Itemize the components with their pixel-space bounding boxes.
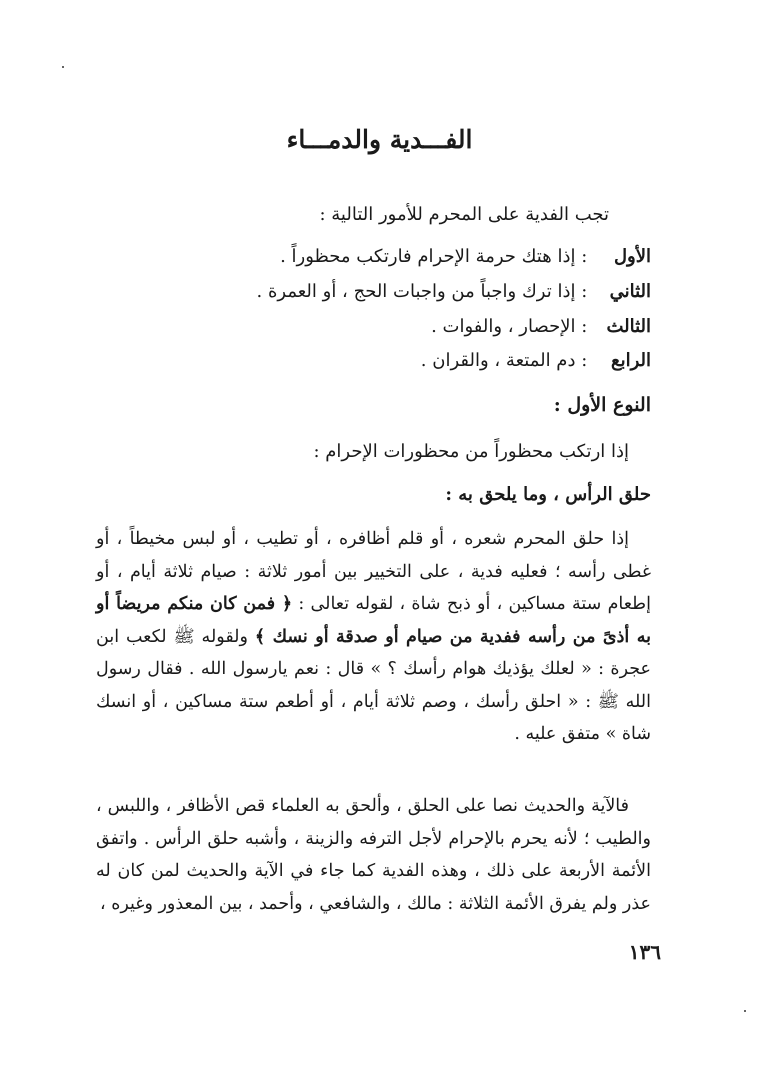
list-item-first [280,248,651,266]
page-number: ١٣٦ [628,940,661,964]
list-item-third [431,318,651,336]
intro-line: تجب الفدية على المحرم للأمور التالية : [319,204,609,225]
list-item-label: الثاني [609,281,651,302]
list-item-fourth [421,352,651,370]
list-item-label: الثالث [606,316,651,337]
paragraph-two [96,790,651,920]
list-item-text: : إذا هتك حرمة الإحرام فارتكب محظوراً . [280,246,588,267]
section-heading: النوع الأول : [553,394,651,416]
section-intro: إذا ارتكب محظوراً من محظورات الإحرام : [313,441,629,462]
paragraph-one [96,523,651,751]
list-item-label: الرابع [610,350,651,371]
list-item-text: : دم المتعة ، والقران . [420,350,588,371]
list-item-text: : إذا ترك واجباً من واجبات الحج ، أو العمرة . [256,281,588,302]
list-item-label: الأول [613,246,651,267]
list-item-second [257,283,651,301]
scan-speck [62,66,64,68]
paragraph-one-text: إذا حلق المحرم شعره ، أو قلم أظافره ، أو تطيب ، أو لبس مخيطاً ، أو غطى رأسه ؛ فعليه فدية ، على التخيير بين أمور ثلاثة : صيام ثلاثة أيام ، أو إطعام ستة مساكين ، أو ذبح شاة ، لقوله تعالى : [96,529,651,614]
list-item-text: : الإحصار ، والفوات . [431,316,588,337]
paragraph-two-text: فالآية والحديث نصا على الحلق ، وألحق به العلماء قص الأظافر ، واللبس ، والطيب ؛ لأنه يحرم بالإحرام لأجل الترفه والزينة ، وأشبه حلق الرأس . واتفق الأئمة الأربعة على ذلك ، وهذه الفدية كما جاء في الآية والحديث لمن كان له عذر ولم يفرق الأئمة الثلاثة : مالك ، والشافعي ، وأحمد ، بين المعذور وغيره ، [96,796,651,914]
page-title: الفـــدية والدمـــاء [286,125,473,154]
quran-verse: ﴿ فمن كان منكم مريضاً أو به أذىً من رأسه ففدية من صيام أو صدقة أو نسك ﴾ [96,594,651,647]
subheading: حلق الرأس ، وما يلحق به : [445,484,651,505]
paragraph-one-hadith: ولقوله ﷺ لكعب ابن عجرة : « لعلك يؤذيك هوام رأسك ؟ » قال : نعم يارسول الله . فقال رسول الله ﷺ : « احلق رأسك ، وصم ثلاثة أيام ، أو أطعم ستة مساكين ، أو انسك شاة » متفق عليه . [96,626,651,744]
scan-speck [744,1010,746,1012]
